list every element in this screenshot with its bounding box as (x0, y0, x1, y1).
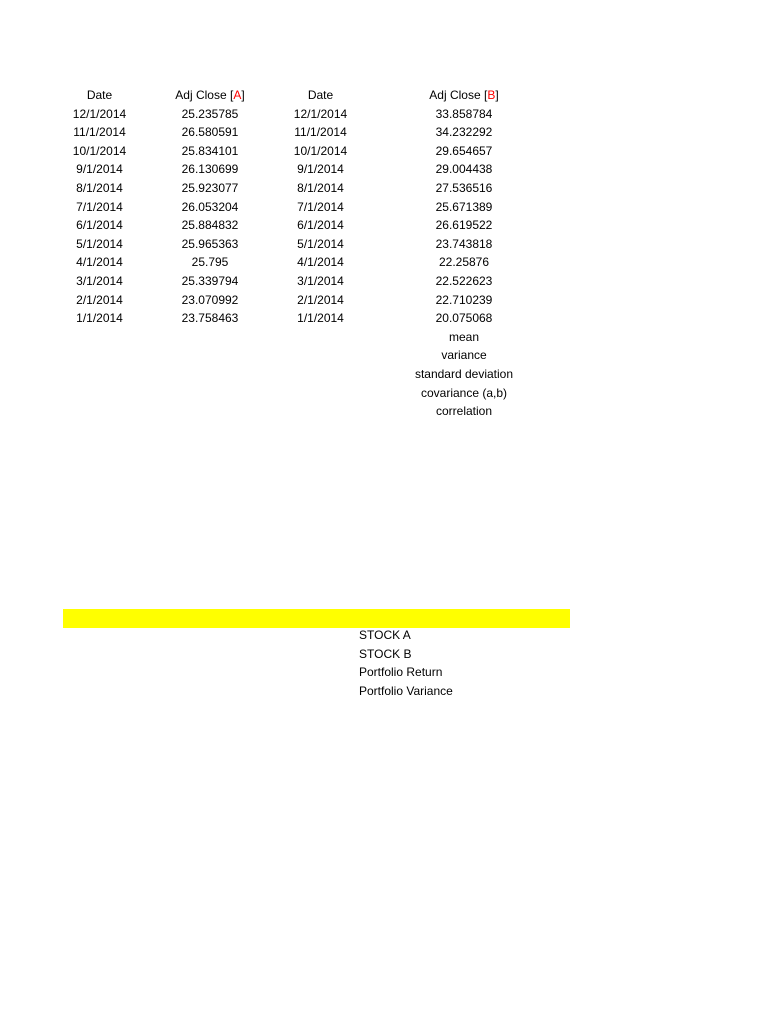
cell-date-a: 7/1/2014 (76, 199, 123, 214)
table-row (44, 253, 552, 272)
cell-date-b: 8/1/2014 (297, 180, 344, 195)
table-row (44, 198, 552, 217)
stats-label-correlation: correlation (435, 404, 493, 419)
cell-date-b: 12/1/2014 (293, 106, 348, 121)
stats-label-mean: mean (448, 329, 480, 344)
stock-price-table (44, 86, 552, 421)
table-row (44, 142, 552, 161)
cell-date-a: 8/1/2014 (76, 180, 123, 195)
header-date-b: Date (307, 88, 334, 102)
table-row (44, 123, 552, 142)
table-row (44, 216, 552, 235)
header-adj-close-b: Adj Close [B] (429, 88, 499, 102)
cell-close-a: 23.070992 (181, 292, 239, 307)
cell-date-b: 6/1/2014 (297, 218, 344, 233)
cell-close-b: 23.743818 (435, 236, 493, 251)
cell-close-a: 26.130699 (181, 162, 239, 177)
cell-close-b: 22.522623 (435, 273, 493, 288)
cell-date-a: 12/1/2014 (72, 106, 127, 121)
cell-date-a: 9/1/2014 (76, 162, 123, 177)
table-row (44, 272, 552, 291)
cell-date-a: 5/1/2014 (76, 236, 123, 251)
stats-label-standard-deviation: standard deviation (414, 366, 514, 381)
cell-close-a: 26.580591 (181, 125, 239, 140)
stats-row-standard-deviation (44, 365, 552, 384)
cell-date-b: 5/1/2014 (297, 236, 344, 251)
cell-close-a: 26.053204 (181, 199, 239, 214)
cell-close-a: 25.795 (191, 255, 229, 270)
cell-close-b: 34.232292 (435, 125, 493, 140)
cell-close-b: 20.075068 (435, 311, 493, 326)
cell-close-b: 22.25876 (438, 255, 490, 270)
stats-row-mean (44, 328, 552, 347)
cell-date-b: 3/1/2014 (297, 273, 344, 288)
cell-date-a: 10/1/2014 (72, 143, 127, 158)
table-row (44, 179, 552, 198)
table-header-row (44, 86, 552, 105)
cell-close-b: 33.858784 (435, 106, 493, 121)
cell-close-a: 25.339794 (181, 273, 239, 288)
cell-date-a: 1/1/2014 (76, 311, 123, 326)
cell-date-a: 11/1/2014 (73, 125, 126, 140)
header-adj-close-a: Adj Close [A] (175, 88, 245, 102)
table-row (44, 235, 552, 254)
stock-b-marker: B (487, 88, 496, 102)
cell-close-a: 25.923077 (181, 180, 239, 195)
cell-date-b: 4/1/2014 (297, 255, 344, 270)
stats-row-variance (44, 346, 552, 365)
cell-date-a: 3/1/2014 (76, 273, 123, 288)
cell-date-b: 10/1/2014 (293, 143, 348, 158)
cell-close-a: 25.235785 (181, 106, 239, 121)
stats-row-covariance (44, 384, 552, 403)
stats-label-variance: variance (441, 348, 487, 363)
label-portfolio-variance: Portfolio Variance (359, 683, 453, 698)
cell-date-b: 11/1/2014 (294, 125, 347, 140)
cell-date-a: 2/1/2014 (76, 292, 123, 307)
portfolio-labels (359, 626, 453, 700)
cell-date-a: 6/1/2014 (76, 218, 123, 233)
cell-close-b: 22.710239 (435, 292, 493, 307)
cell-date-b: 7/1/2014 (297, 199, 344, 214)
table-row (44, 309, 552, 328)
cell-close-a: 25.834101 (181, 143, 239, 158)
table-row (44, 105, 552, 124)
cell-date-b: 9/1/2014 (297, 162, 344, 177)
table-row (44, 291, 552, 310)
cell-close-b: 29.654657 (435, 143, 493, 158)
highlight-bar (63, 609, 570, 628)
cell-close-a: 25.884832 (181, 218, 239, 233)
stock-a-marker: A (233, 88, 242, 102)
header-date-a: Date (86, 88, 113, 102)
cell-date-a: 4/1/2014 (76, 255, 123, 270)
cell-close-a: 23.758463 (181, 311, 239, 326)
table-row (44, 160, 552, 179)
cell-date-b: 2/1/2014 (297, 292, 344, 307)
label-stock-a: STOCK A (359, 628, 411, 642)
cell-close-b: 27.536516 (435, 180, 493, 195)
cell-close-b: 25.671389 (435, 199, 493, 214)
label-stock-b: STOCK B (359, 646, 412, 661)
cell-close-a: 25.965363 (181, 236, 239, 251)
stats-label-covariance: covariance (a,b) (420, 385, 508, 400)
stats-row-correlation (44, 402, 552, 421)
cell-close-b: 26.619522 (435, 218, 493, 233)
cell-date-b: 1/1/2014 (297, 311, 344, 326)
label-portfolio-return: Portfolio Return (359, 665, 443, 680)
cell-close-b: 29.004438 (435, 162, 493, 177)
